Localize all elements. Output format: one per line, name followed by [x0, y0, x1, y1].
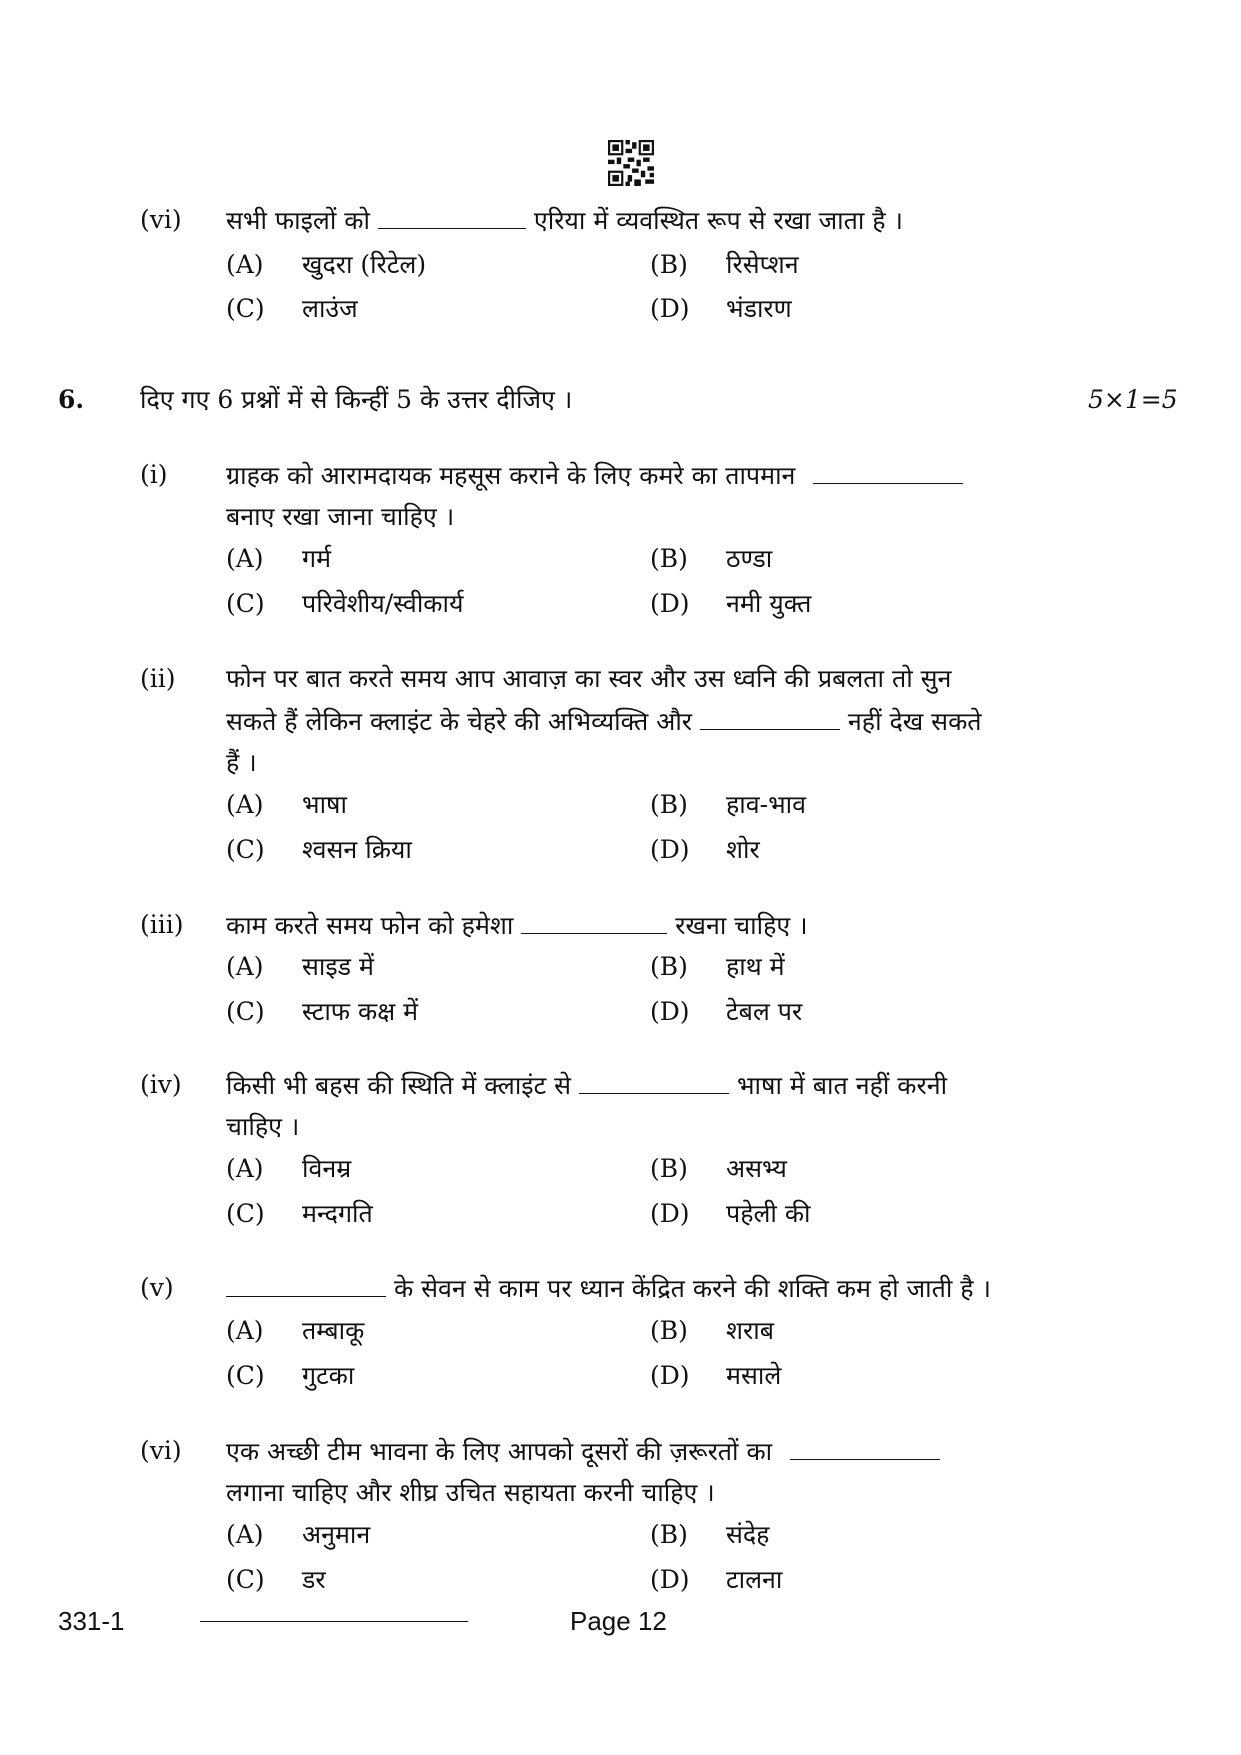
q6-ii-text-line1: फोन पर बात करते समय आप आवाज़ का स्वर और उस ध्वनि की प्रबलता तो सुन	[226, 664, 952, 693]
answer-blank	[700, 703, 840, 730]
qr-code-icon	[608, 140, 654, 186]
q6-v-number: (v)	[140, 1273, 174, 1302]
q6-vi-text-line1: एक अच्छी टीम भावना के लिए आपको दूसरों की ज़रूरतों का	[226, 1433, 940, 1470]
q5-vi-option-d: (D) भंडारण	[650, 294, 792, 323]
q6-i-option-b: (B) ठण्डा	[650, 544, 773, 573]
q6-i-text-line1: ग्राहक को आरामदायक महसूस कराने के लिए कमरे का तापमान	[226, 457, 963, 494]
answer-blank	[378, 202, 526, 229]
q6-iii-option-a: (A) साइड में	[226, 952, 374, 981]
q6-iv-option-c: (C) मन्दगति	[226, 1199, 373, 1228]
q6-iv-option-a: (A) विनम्र	[226, 1154, 352, 1183]
q5-vi-option-c: (C) लाउंज	[226, 294, 358, 323]
paper-code: 331-1	[58, 1606, 125, 1636]
q5-vi-number: (vi)	[140, 205, 182, 234]
q5-vi-option-b: (B) रिसेप्शन	[650, 250, 799, 279]
q5-vi-text	[226, 202, 903, 239]
q6-i-option-c: (C) परिवेशीय/स्वीकार्य	[226, 589, 464, 618]
q5-vi-text-before: सभी फाइलों को	[226, 206, 370, 235]
q6-ii-option-d: (D) शोर	[650, 835, 760, 864]
q6-vi-option-b: (B) संदेह	[650, 1520, 770, 1549]
q6-v-option-d: (D) मसाले	[650, 1361, 782, 1390]
q6-v-option-a: (A) तम्बाकू	[226, 1316, 365, 1345]
q6-ii-option-a: (A) भाषा	[226, 790, 347, 819]
q6-i-option-d: (D) नमी युक्त	[650, 589, 812, 618]
q6-vi-option-d: (D) टालना	[650, 1565, 783, 1594]
answer-blank	[226, 1270, 386, 1297]
footer-divider	[200, 1621, 468, 1622]
q6-iv-number: (iv)	[140, 1070, 182, 1099]
q6-iv-text-line2: चाहिए ।	[226, 1112, 300, 1141]
q6-iv-option-b: (B) असभ्य	[650, 1154, 787, 1183]
q6-iii-text-line1: काम करते समय फोन को हमेशा रखना चाहिए ।	[226, 907, 808, 944]
q6-iii-option-b: (B) हाथ में	[650, 952, 785, 981]
q6-ii-option-c: (C) श्वसन क्रिया	[226, 835, 412, 864]
answer-blank	[521, 907, 667, 934]
q6-v-option-c: (C) गुटका	[226, 1361, 355, 1390]
page-number: Page 12	[570, 1606, 667, 1636]
answer-blank	[579, 1067, 729, 1094]
question-6-instruction: दिए गए 6 प्रश्नों में से किन्हीं 5 के उत्तर दीजिए ।	[140, 385, 573, 414]
q6-v-text-line1: के सेवन से काम पर ध्यान केंद्रित करने की शक्ति कम हो जाती है ।	[226, 1270, 991, 1307]
answer-blank	[790, 1433, 940, 1460]
q6-iii-number: (iii)	[140, 910, 184, 939]
q6-vi-option-c: (C) डर	[226, 1565, 326, 1594]
q6-ii-text-line3: हैं ।	[226, 748, 257, 777]
q5-vi-text-after: एरिया में व्यवस्थित रूप से रखा जाता है ।	[533, 206, 903, 235]
q6-i-option-a: (A) गर्म	[226, 544, 332, 573]
answer-blank	[813, 457, 963, 484]
q6-vi-number: (vi)	[140, 1436, 182, 1465]
q6-iii-option-c: (C) स्टाफ कक्ष में	[226, 997, 419, 1026]
q6-i-text-line2: बनाए रखा जाना चाहिए ।	[226, 502, 455, 531]
question-6-marks: 5×1=5	[1088, 385, 1178, 414]
q6-ii-text-line2: सकते हैं लेकिन क्लाइंट के चेहरे की अभिव्यक्ति और नहीं देख सकते	[226, 703, 982, 740]
q5-vi-option-a: (A) खुदरा (रिटेल)	[226, 250, 427, 279]
q6-iv-text-line1: किसी भी बहस की स्थिति में क्लाइंट से भाषा में बात नहीं करनी	[226, 1067, 947, 1104]
q6-vi-option-a: (A) अनुमान	[226, 1520, 371, 1549]
q6-iv-option-d: (D) पहेली की	[650, 1199, 811, 1228]
q6-ii-option-b: (B) हाव-भाव	[650, 790, 807, 819]
q6-i-number: (i)	[140, 460, 168, 489]
q6-iii-option-d: (D) टेबल पर	[650, 997, 803, 1026]
q6-vi-text-line2: लगाना चाहिए और शीघ्र उचित सहायता करनी चाहिए ।	[226, 1478, 715, 1507]
question-6-number: 6.	[58, 385, 85, 414]
q6-v-option-b: (B) शराब	[650, 1316, 774, 1345]
q6-ii-number: (ii)	[140, 664, 176, 693]
